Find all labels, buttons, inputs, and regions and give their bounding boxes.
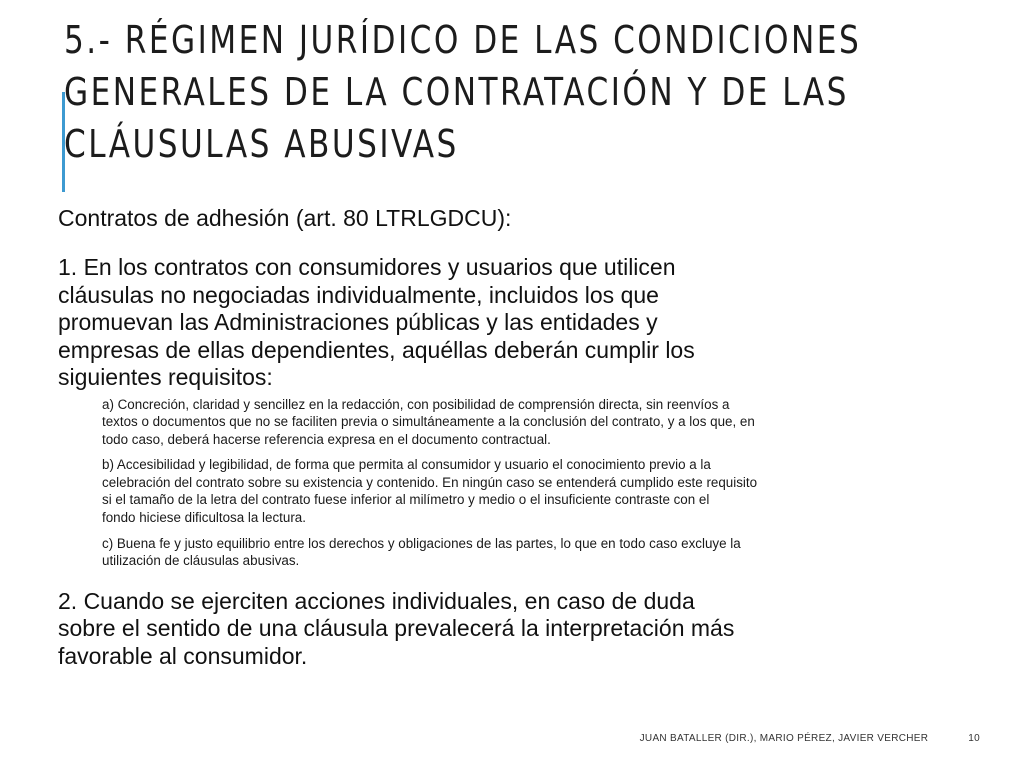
requirement-line: textos o documentos que no se faciliten previa o simultáneamente a la conclusión del contrato, y a los que, en <box>102 414 755 430</box>
slide-body <box>58 204 968 670</box>
paragraph-line: 2. Cuando se ejerciten acciones individuales, en caso de duda <box>58 587 695 614</box>
slide-title-line: GENERALES DE LA CONTRATACIÓN Y DE LAS <box>64 70 849 114</box>
section-heading: Contratos de adhesión (art. 80 LTRLGDCU): <box>58 205 512 231</box>
slide-title-line: CLÁUSULAS ABUSIVAS <box>64 122 459 166</box>
requirement-c <box>102 535 968 570</box>
slide-title <box>64 14 862 170</box>
paragraph-line: empresas de ellas dependientes, aquéllas deberán cumplir los <box>58 336 695 363</box>
requirement-line: utilización de cláusulas abusivas. <box>102 553 300 569</box>
requirements-list <box>102 396 968 570</box>
requirement-line: b) Accesibilidad y legibilidad, de forma que permita al consumidor y usuario el conocimiento previo a la <box>102 457 711 473</box>
paragraph-line: favorable al consumidor. <box>58 642 308 669</box>
slide-footer <box>600 733 980 744</box>
paragraph-line: sobre el sentido de una cláusula prevalecerá la interpretación más <box>58 615 735 642</box>
slide-title-line: 5.- RÉGIMEN JURÍDICO DE LAS CONDICIONES <box>64 18 862 62</box>
paragraph-2 <box>58 588 968 671</box>
requirement-line: todo caso, deberá hacerse referencia expresa en el documento contractual. <box>102 431 551 447</box>
requirement-line: c) Buena fe y justo equilibrio entre los derechos y obligaciones de las partes, lo que en todo caso excluye la <box>102 535 741 551</box>
requirement-b <box>102 456 968 526</box>
requirement-line: fondo hiciese dificultosa la lectura. <box>102 510 306 526</box>
requirement-line: a) Concreción, claridad y sencillez en la redacción, con posibilidad de comprensión directa, sin reenvíos a <box>102 396 730 412</box>
paragraph-line: 1. En los contratos con consumidores y usuarios que utilicen <box>58 254 676 280</box>
paragraph-line: promuevan las Administraciones públicas y las entidades y <box>58 309 658 335</box>
footer-authors: JUAN BATALLER (DIR.), MARIO PÉREZ, JAVIER VERCHER <box>639 733 929 744</box>
requirement-line: si el tamaño de la letra del contrato fuese inferior al milímetro y medio o el insuficiente contraste con el <box>102 492 710 508</box>
page-number: 10 <box>968 733 980 744</box>
paragraph-1 <box>58 254 968 392</box>
requirement-a <box>102 396 968 449</box>
paragraph-line: siguientes requisitos: <box>58 364 273 390</box>
requirement-line: celebración del contrato sobre su existencia y contenido. En ningún caso se entenderá cumplido este requisito <box>102 474 758 490</box>
paragraph-line: cláusulas no negociadas individualmente, incluidos los que <box>58 281 659 308</box>
